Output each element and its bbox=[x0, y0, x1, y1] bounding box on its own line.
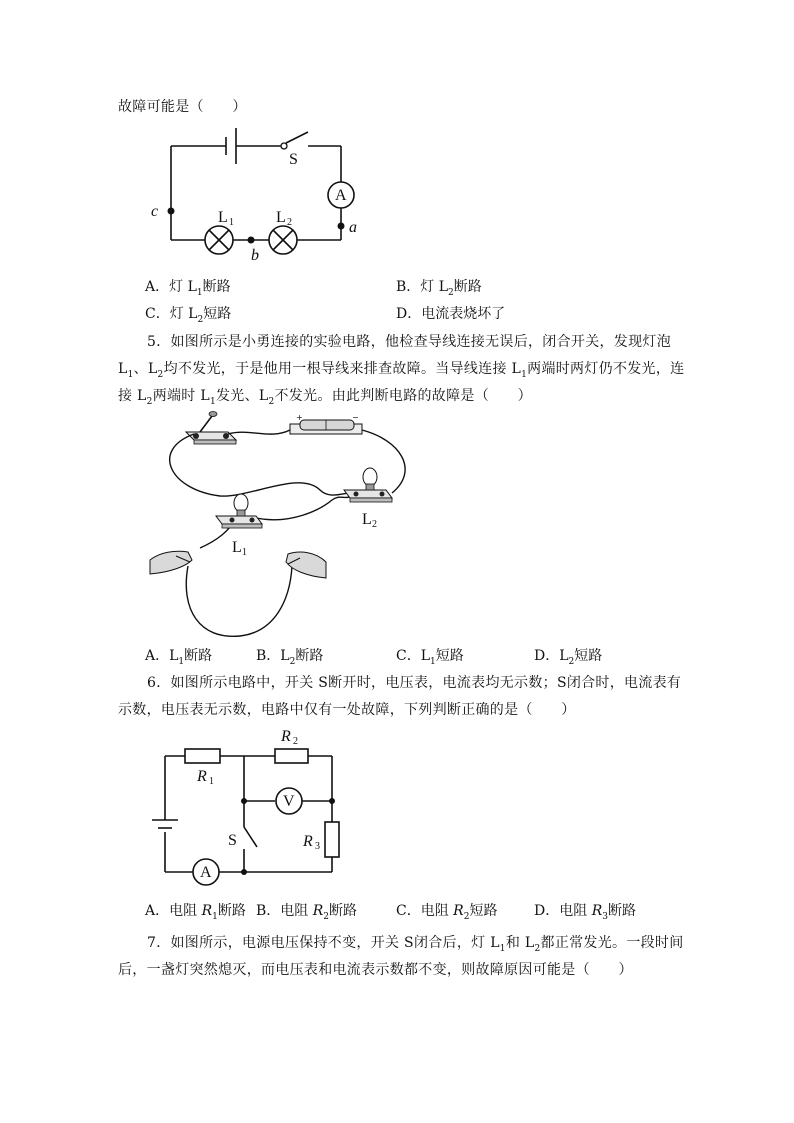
q6-switch-label: S bbox=[228, 832, 237, 849]
q6-voltmeter-label: V bbox=[283, 793, 295, 810]
q5-option-a[interactable]: A．$L_1$断路 bbox=[145, 648, 213, 667]
q4-option-a[interactable]: A．灯 $L_1$断路 bbox=[145, 279, 231, 298]
q6-option-b[interactable]: B．电阻 $R_2$断路 bbox=[256, 903, 358, 922]
q4-ammeter-label: A bbox=[335, 187, 347, 204]
q6-r1-sub: 1 bbox=[209, 776, 214, 787]
q4-option-b[interactable]: B．灯 $L_2$断路 bbox=[396, 279, 482, 298]
q5-option-c[interactable]: C．$L_1$短路 bbox=[396, 648, 464, 667]
q7-stem-line2: 后，一盏灯突然熄灭，而电压表和电流表示数都不变，则故障原因可能是（ ） bbox=[118, 962, 633, 978]
q6-stem-line1: 6．如图所示电路中，开关 S断开时，电压表，电流表均无示数；S闭合时，电流表有 bbox=[147, 675, 682, 691]
svg-text:+: + bbox=[296, 413, 303, 422]
q6-r3-label: R bbox=[303, 833, 313, 850]
q7-stem-line1: 7．如图所示，电源电压保持不变，开关 S闭合后，灯 $L_1$和 $L_2$都正常发光。一段时间 bbox=[147, 935, 684, 954]
q4-lamp2-sub: 2 bbox=[287, 217, 292, 228]
q4-point-a: a bbox=[349, 219, 357, 236]
q4-lamp2-label: L bbox=[276, 209, 286, 226]
q5-option-d[interactable]: D．$L_2$短路 bbox=[534, 648, 603, 667]
q6-r2-label: R bbox=[281, 728, 291, 745]
q5-lamp1-label: L bbox=[232, 539, 242, 556]
q4-lamp1-label: L bbox=[218, 209, 228, 226]
q5-stem-line1: 5．如图所示是小勇连接的实验电路，他检查导线连接无误后，闭合开关，发现灯泡 bbox=[147, 334, 672, 350]
q4-point-c: c bbox=[151, 203, 159, 220]
q6-option-a[interactable]: A．电阻 $R_1$断路 bbox=[145, 903, 246, 922]
q4-switch-label: S bbox=[289, 151, 298, 168]
q6-ammeter-label: A bbox=[200, 864, 212, 881]
q4-lamp1-sub: 1 bbox=[229, 217, 234, 228]
q5-stem-line3: 接 $L_2$两端时 $L_1$发光、$L_2$不发光。由此判断电路的故障是（ ） bbox=[118, 388, 532, 407]
q6-option-c[interactable]: C．电阻 $R_2$短路 bbox=[396, 903, 498, 922]
q5-stem-line2: $L_1$、$L_2$均不发光，于是他用一根导线来排查故障。当导线连接 $L_1$两端时两灯仍不发光，连 bbox=[118, 361, 685, 380]
q6-r1-label: R bbox=[197, 768, 207, 785]
q4-point-b: b bbox=[251, 247, 259, 264]
q5-lamp2-label: L bbox=[362, 511, 372, 528]
q5-lamp2-sub: 2 bbox=[372, 519, 377, 530]
q6-r2-sub: 2 bbox=[293, 736, 298, 747]
q4-option-c[interactable]: C．灯 $L_2$短路 bbox=[145, 306, 232, 325]
q6-option-d[interactable]: D．电阻 $R_3$断路 bbox=[534, 903, 636, 922]
svg-text:−: − bbox=[352, 413, 359, 422]
q4-option-d[interactable]: D．电流表烧坏了 bbox=[396, 306, 506, 322]
q5-lamp1-sub: 1 bbox=[242, 547, 247, 558]
q6-r3-sub: 3 bbox=[315, 841, 320, 852]
q6-stem-line2: 示数，电压表无示数，电路中仅有一处故障，下列判断正确的是（ ） bbox=[118, 702, 576, 718]
q4-stem-tail: 故障可能是（ ） bbox=[118, 99, 247, 115]
q5-option-b[interactable]: B．$L_2$断路 bbox=[256, 648, 324, 667]
